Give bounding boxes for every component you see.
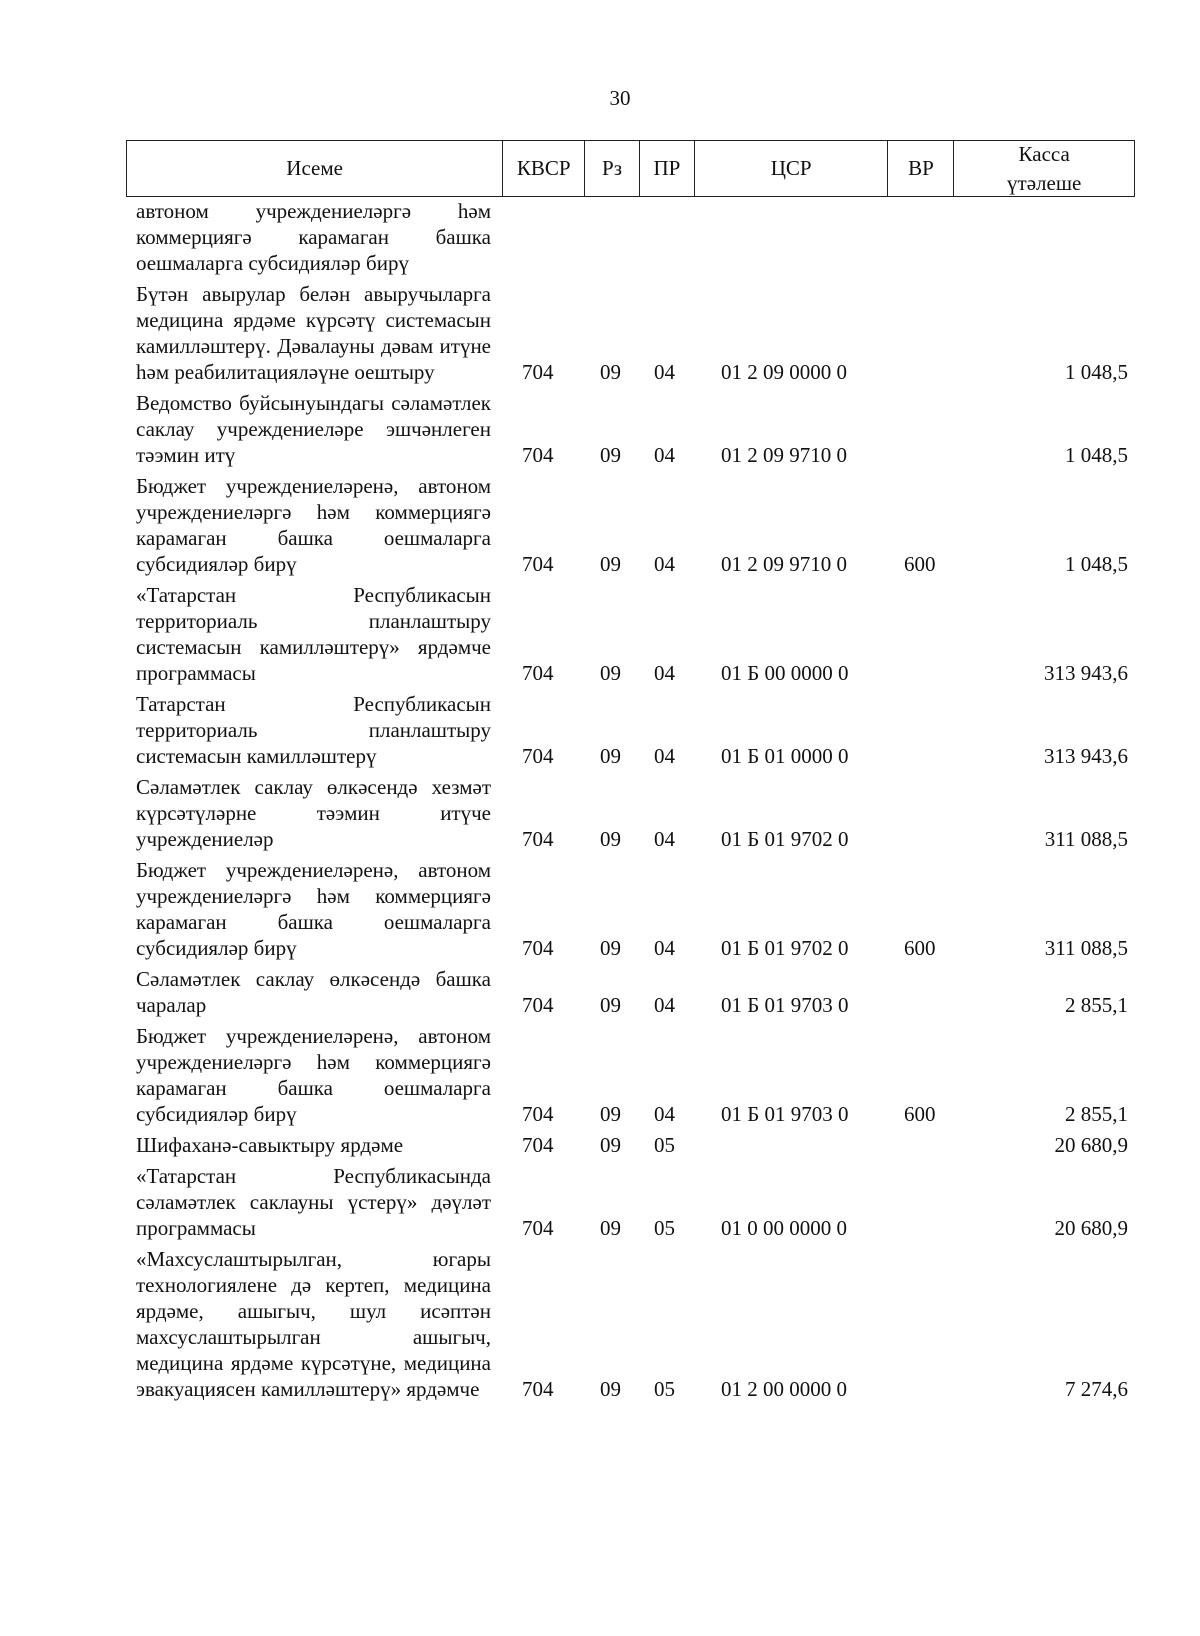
row-rz: 09 [600,552,621,576]
row-sum: 20 680,9 [1054,1216,1128,1240]
row-name: Бюджет учреждениеләренә, автоном учреждениеләргә һәм коммерциягә карамаган башка оешмаларга субсидияләр бирү [136,858,491,960]
row-pr: 05 [654,1216,675,1240]
table-row [0,582,1200,686]
row-csr: 01 Б 01 9703 0 [721,1102,849,1126]
row-name: Бюджет учреждениеләренә, автоном учреждениеләргә һәм коммерциягә карамаган башка оешмаларга субсидияләр бирү [136,1024,491,1126]
table-row [0,390,1200,468]
row-pr: 04 [654,443,675,467]
header-vr: ВР [888,141,954,196]
row-pr: 04 [654,552,675,576]
row-name: Татарстан Республикасын территориаль планлаштыру системасын камилләштерү [136,692,491,768]
row-kvsr: 704 [522,661,554,685]
page-number: 30 [609,86,631,110]
row-kvsr: 704 [522,1377,554,1401]
row-kvsr: 704 [522,443,554,467]
header-pr: ПР [640,141,695,196]
row-pr: 04 [654,661,675,685]
row-name: «Махсуслаштырылган, югары технологиялене дә кертеп, медицина ярдәме, ашыгыч, шул исәптән махсуслаштырылган ашыгыч, медицина ярдәме күрсәтүне, медицина эвакуациясен камилләштерү» ярдәмче [136,1247,491,1401]
header-kvsr: КВСР [503,141,585,196]
row-sum: 311 088,5 [1044,936,1128,960]
table-header [126,140,1135,197]
header-name: Исеме [127,141,503,196]
row-rz: 09 [600,744,621,768]
row-pr: 04 [654,993,675,1017]
table-row [0,966,1200,1018]
header-csr: ЦСР [695,141,889,196]
row-sum: 1 048,5 [1065,360,1128,384]
row-kvsr: 704 [522,552,554,576]
row-kvsr: 704 [522,1216,554,1240]
row-pr: 05 [654,1377,675,1401]
table-row [0,1246,1200,1402]
row-rz: 09 [600,1216,621,1240]
row-rz: 09 [600,443,621,467]
row-rz: 09 [600,661,621,685]
row-csr: 01 2 09 0000 0 [721,360,847,384]
row-pr: 04 [654,827,675,851]
row-kvsr: 704 [522,993,554,1017]
table-row [0,1023,1200,1127]
row-name: Ведомство буйсынуындагы сәламәтлек саклау учреждениеләре эшчәнлеген тәэмин итү [136,391,491,467]
table-row [0,281,1200,385]
row-csr: 01 Б 01 9702 0 [721,936,849,960]
row-csr: 01 Б 01 0000 0 [721,744,849,768]
row-rz: 09 [600,827,621,851]
row-name: Шифаханә-савыктыру ярдәме [136,1133,404,1157]
row-pr: 05 [654,1133,675,1157]
row-sum: 313 943,6 [1044,661,1128,685]
table-row [0,473,1200,577]
row-sum: 7 274,6 [1065,1377,1128,1401]
row-csr: 01 2 09 9710 0 [721,552,847,576]
row-kvsr: 704 [522,936,554,960]
table-row [0,1132,1200,1158]
table-body [0,198,1200,1407]
row-rz: 09 [600,993,621,1017]
row-name: Бюджет учреждениеләренә, автоном учреждениеләргә һәм коммерциягә карамаган башка оешмаларга субсидияләр бирү [136,474,491,576]
row-pr: 04 [654,360,675,384]
table-row [0,857,1200,961]
row-kvsr: 704 [522,744,554,768]
table-row [0,1163,1200,1241]
row-name: «Татарстан Республикасын территориаль планлаштыру системасын камилләштерү» ярдәмче программасы [136,583,491,685]
row-sum: 1 048,5 [1065,443,1128,467]
row-rz: 09 [600,1377,621,1401]
row-kvsr: 704 [522,360,554,384]
row-pr: 04 [654,744,675,768]
row-sum: 1 048,5 [1065,552,1128,576]
row-vr: 600 [904,936,936,960]
row-rz: 09 [600,360,621,384]
row-rz: 09 [600,1102,621,1126]
row-name: автоном учреждениеләргә һәм коммерциягә карамаган башка оешмаларга субсидияләр бирү [136,199,491,275]
table-row [0,691,1200,769]
row-sum: 20 680,9 [1054,1133,1128,1157]
row-kvsr: 704 [522,827,554,851]
header-sum [954,141,1134,196]
row-pr: 04 [654,1102,675,1126]
row-sum: 313 943,6 [1044,744,1128,768]
row-vr: 600 [904,552,936,576]
row-csr: 01 2 09 9710 0 [721,443,847,467]
row-csr: 01 2 00 0000 0 [721,1377,847,1401]
row-csr: 01 Б 00 0000 0 [721,661,849,685]
row-name: Сәламәтлек саклау өлкәсендә башка чаралар [136,967,491,1017]
header-rz: Рз [585,141,640,196]
row-csr: 01 Б 01 9703 0 [721,993,849,1017]
row-sum: 2 855,1 [1065,993,1128,1017]
row-csr: 01 0 00 0000 0 [721,1216,847,1240]
table-row [0,198,1200,276]
row-name: «Татарстан Республикасында сәламәтлек саклауны үстерү» дәүләт программасы [136,1164,491,1240]
table-row [0,774,1200,852]
row-pr: 04 [654,936,675,960]
row-csr: 01 Б 01 9702 0 [721,827,849,851]
row-sum: 311 088,5 [1044,827,1128,851]
row-kvsr: 704 [522,1133,554,1157]
row-rz: 09 [600,1133,621,1157]
row-name: Сәламәтлек саклау өлкәсендә хезмәт күрсәтүләрне тәэмин итүче учреждениеләр [136,775,491,851]
row-kvsr: 704 [522,1102,554,1126]
row-vr: 600 [904,1102,936,1126]
header-sum-line2: үтәлеше [1007,170,1082,195]
row-rz: 09 [600,936,621,960]
row-sum: 2 855,1 [1065,1102,1128,1126]
header-sum-line1: Касса [1018,141,1070,166]
row-name: Бүтән авырулар белән авыручыларга медицина ярдәме күрсәтү системасын камилләштерү. Дәвалауны дәвам итүне һәм реабилитацияләүне оештыру [136,282,491,384]
